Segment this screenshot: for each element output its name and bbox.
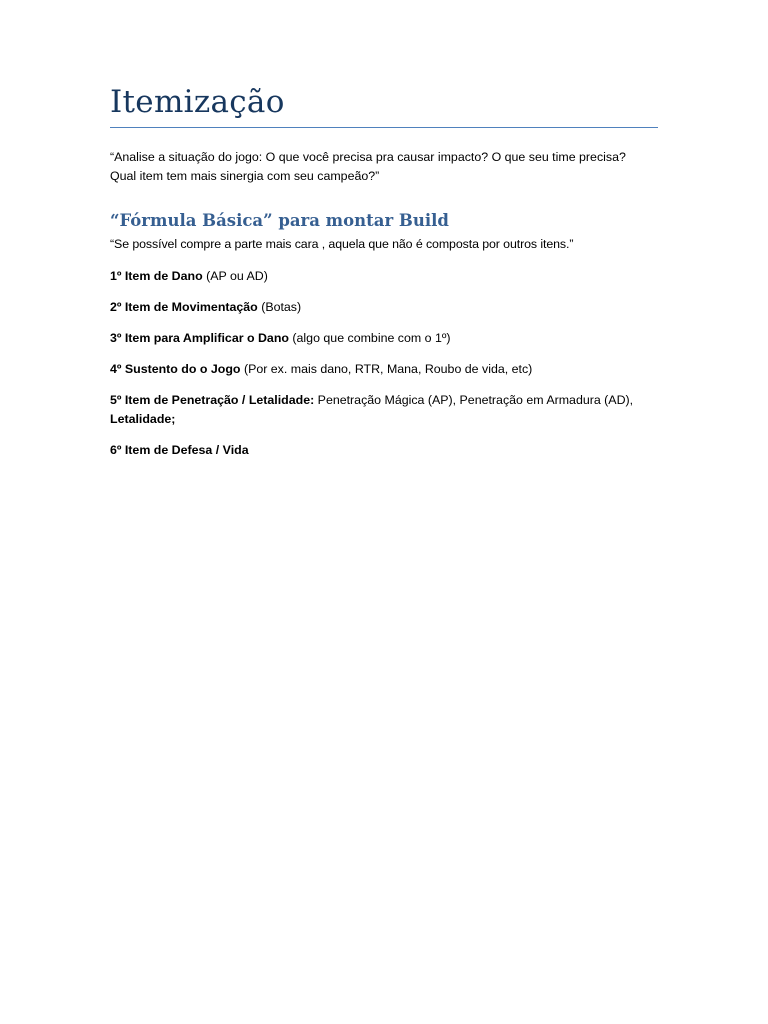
- build-item-1-detail: (AP ou AD): [202, 269, 268, 283]
- build-item-5-label: 5º Item de Penetração / Letalidade:: [110, 393, 315, 407]
- build-item-1: [110, 267, 658, 286]
- intro-line-2: Qual item tem mais sinergia com seu campeão?”: [110, 169, 380, 183]
- section-heading: “Fórmula Básica” para montar Build: [110, 211, 449, 230]
- build-item-6-label: 6º Item de Defesa / Vida: [110, 443, 249, 457]
- build-item-4: [110, 360, 658, 379]
- build-item-1-label: 1º Item de Dano: [110, 269, 203, 283]
- intro-line-1: “Analise a situação do jogo: O que você precisa pra causar impacto? O que seu time precisa?: [110, 150, 626, 164]
- build-item-3: [110, 329, 658, 348]
- build-item-3-detail: (algo que combine com o 1º): [288, 331, 451, 345]
- build-item-2-detail: (Botas): [257, 300, 302, 314]
- intro-quote: [110, 148, 658, 186]
- document-page: [110, 0, 658, 1024]
- build-item-5-continuation: Letalidade;: [110, 412, 176, 426]
- build-item-5: [110, 391, 658, 429]
- build-item-6: [110, 441, 658, 460]
- title-underline: [110, 127, 658, 128]
- build-item-4-detail: (Por ex. mais dano, RTR, Mana, Roubo de vida, etc): [240, 362, 533, 376]
- build-item-4-label: 4º Sustento do o Jogo: [110, 362, 241, 376]
- page-title: Itemização: [110, 84, 285, 120]
- build-item-3-label: 3º Item para Amplificar o Dano: [110, 331, 289, 345]
- build-item-2: [110, 298, 658, 317]
- build-item-5-detail: Penetração Mágica (AP), Penetração em Armadura (AD),: [314, 393, 634, 407]
- section-quote: “Se possível compre a parte mais cara , aquela que não é composta por outros itens.”: [110, 237, 574, 251]
- build-item-2-label: 2º Item de Movimentação: [110, 300, 258, 314]
